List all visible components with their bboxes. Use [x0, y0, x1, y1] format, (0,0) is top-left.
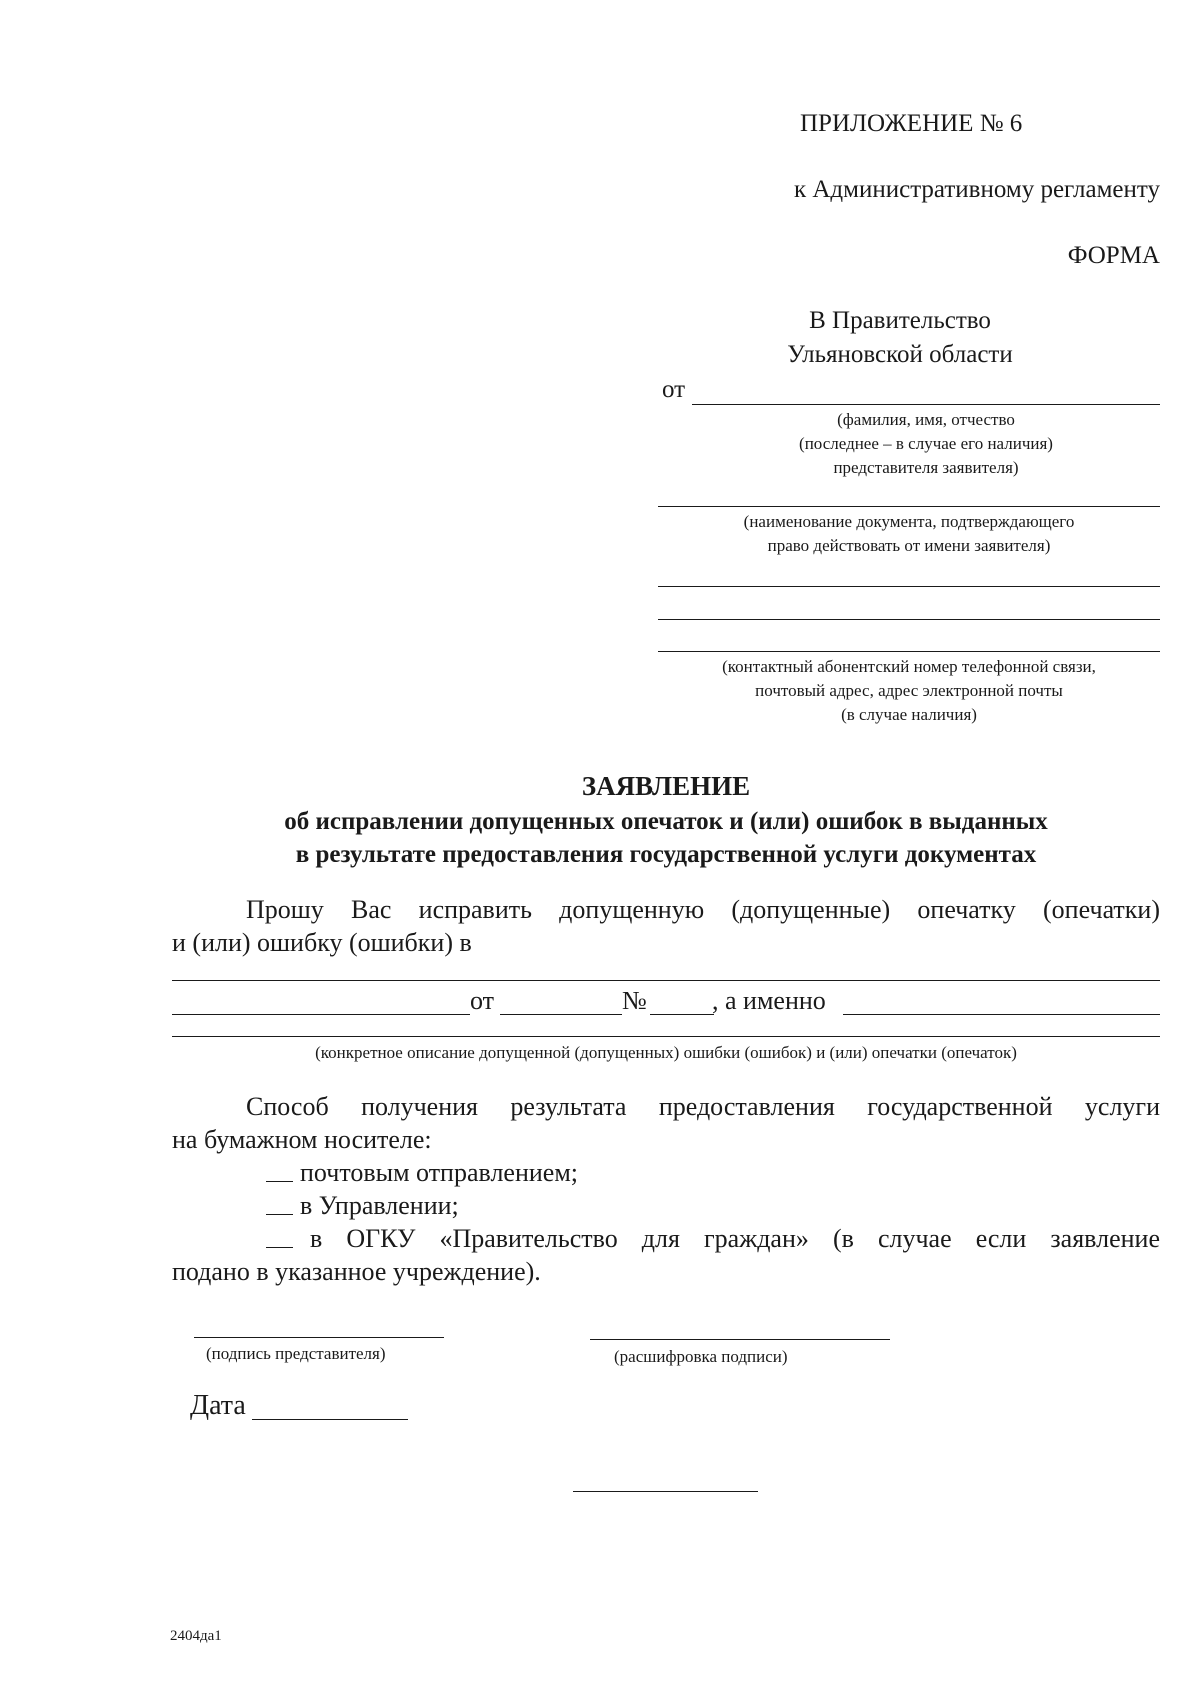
contact-line-2[interactable]: [658, 619, 1160, 620]
document-subtitle-2: в результате предоставления государственной услуги документах: [295, 841, 1037, 868]
request-description-line[interactable]: [172, 1036, 1160, 1037]
signature-decoding-caption: (расшифровка подписи): [614, 1347, 788, 1366]
addressee-line-2: Ульяновской области: [787, 341, 1013, 368]
extra-signature-line[interactable]: [573, 1491, 758, 1492]
date-line[interactable]: [252, 1419, 408, 1420]
document-caption: (наименование документа, подтверждающего право действовать от имени заявителя): [743, 512, 1075, 555]
name-caption: (фамилия, имя, отчество (последнее – в случае его наличия) представителя заявителя): [799, 410, 1053, 477]
request-from-label: от: [470, 986, 495, 1015]
option-2-checkbox[interactable]: [266, 1214, 293, 1215]
option-2-label: в Управлении;: [300, 1191, 459, 1220]
request-date-line[interactable]: [500, 1014, 622, 1015]
request-document-line[interactable]: [172, 980, 1160, 981]
form-label: ФОРМА: [1067, 242, 1160, 269]
contact-line-3[interactable]: [658, 651, 1160, 652]
request-document-name-line[interactable]: [172, 1014, 470, 1015]
request-line-2: и (или) ошибку (ошибки) в: [172, 928, 472, 957]
request-namely-label: , а именно: [712, 986, 826, 1015]
contact-caption: (контактный абонентский номер телефонной связи, почтовый адрес, адрес электронной почты (в случае наличия): [722, 657, 1096, 724]
request-number-line[interactable]: [650, 1014, 714, 1015]
request-line-1: Прошу Вас исправить допущенную (допущенные) опечатку (опечатки): [246, 895, 1160, 924]
request-description-caption: (конкретное описание допущенной (допущенных) ошибки (ошибок) и (или) опечатки (опечаток): [315, 1043, 1017, 1062]
option-1-label: почтовым отправлением;: [300, 1158, 579, 1187]
option-3-label-line-2: подано в указанное учреждение).: [172, 1257, 541, 1286]
receipt-line-2: на бумажном носителе:: [172, 1125, 432, 1154]
request-number-label: №: [622, 986, 647, 1015]
document-title: ЗАЯВЛЕНИЕ: [581, 771, 751, 801]
representative-signature-line[interactable]: [194, 1337, 444, 1338]
contact-line-1[interactable]: [658, 586, 1160, 587]
from-label: от: [662, 376, 686, 403]
regulation-reference: к Административному регламенту: [793, 176, 1160, 203]
signature-decoding-line[interactable]: [590, 1339, 890, 1340]
footer-code: 2404да1: [170, 1628, 222, 1644]
appendix-number: ПРИЛОЖЕНИЕ № 6: [800, 110, 1023, 137]
applicant-name-line[interactable]: [692, 404, 1160, 405]
addressee-line-1: В Правительство: [809, 307, 991, 334]
document-line[interactable]: [658, 506, 1160, 507]
representative-signature-caption: (подпись представителя): [206, 1344, 386, 1363]
receipt-line-1: Способ получения результата предоставления государственной услуги: [246, 1092, 1160, 1121]
document-subtitle-1: об исправлении допущенных опечаток и (или) ошибок в выданных: [284, 808, 1048, 835]
option-1-checkbox[interactable]: [266, 1181, 293, 1182]
request-namely-line[interactable]: [843, 1014, 1160, 1015]
option-3-label-line-1: в ОГКУ «Правительство для граждан» (в случае если заявление: [310, 1224, 1160, 1253]
date-label: Дата: [190, 1390, 246, 1421]
option-3-checkbox[interactable]: [266, 1247, 293, 1248]
